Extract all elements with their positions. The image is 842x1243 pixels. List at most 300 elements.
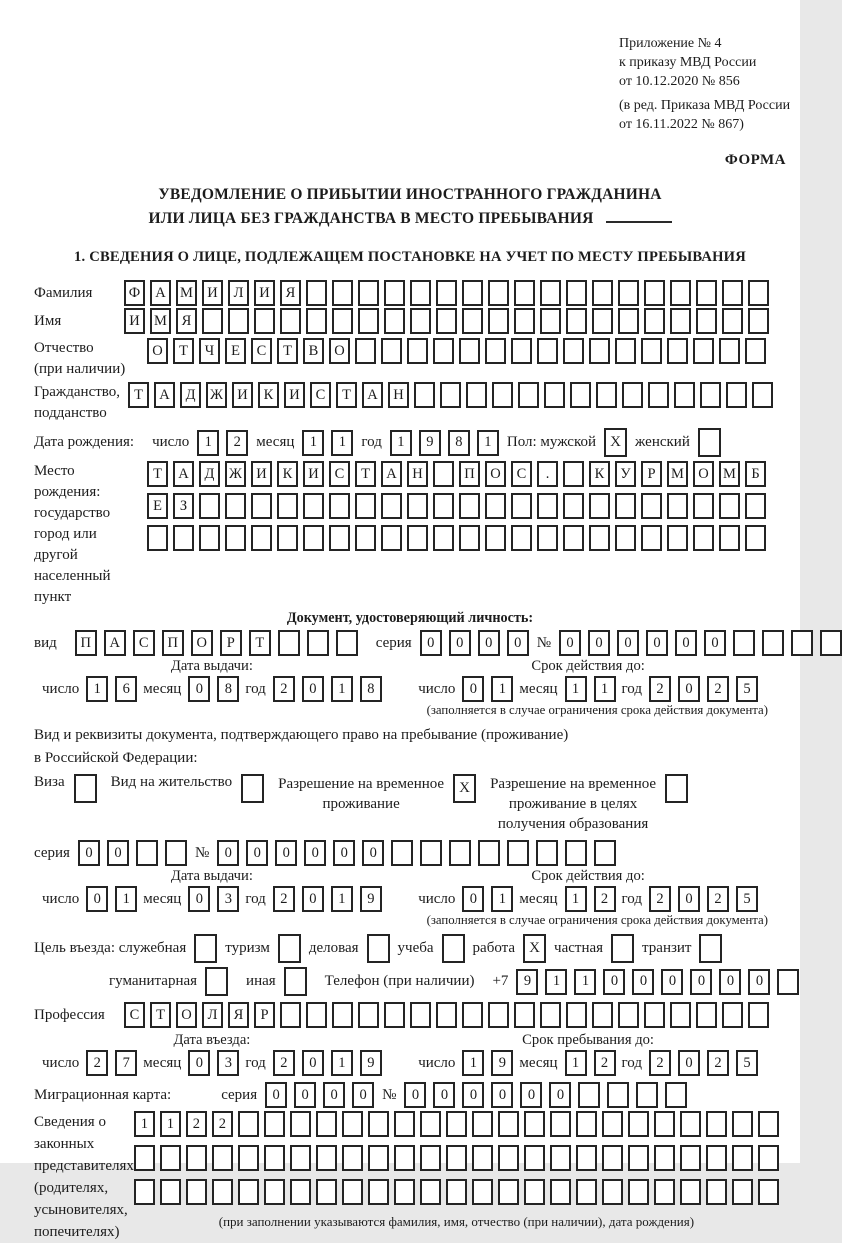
char-box[interactable] xyxy=(674,382,695,408)
char-box[interactable] xyxy=(615,493,636,519)
char-box[interactable]: 1 xyxy=(160,1111,181,1137)
char-box[interactable]: 1 xyxy=(565,676,587,702)
char-box[interactable] xyxy=(446,1145,467,1171)
char-box[interactable]: П xyxy=(162,630,184,656)
char-box[interactable] xyxy=(726,382,747,408)
char-box[interactable] xyxy=(550,1179,571,1205)
char-box[interactable] xyxy=(511,525,532,551)
char-box[interactable] xyxy=(511,338,532,364)
char-box[interactable] xyxy=(592,308,613,334)
char-box[interactable] xyxy=(524,1179,545,1205)
char-box[interactable]: 1 xyxy=(115,886,137,912)
char-box[interactable]: 0 xyxy=(748,969,770,995)
char-box[interactable] xyxy=(758,1145,779,1171)
char-box[interactable] xyxy=(700,382,721,408)
char-box[interactable]: Я xyxy=(176,308,197,334)
char-box[interactable] xyxy=(670,280,691,306)
char-box[interactable]: 0 xyxy=(678,676,700,702)
checkbox[interactable] xyxy=(611,934,634,963)
char-box[interactable]: 2 xyxy=(594,886,616,912)
char-box[interactable] xyxy=(342,1145,363,1171)
char-box[interactable]: 1 xyxy=(565,1050,587,1076)
char-box[interactable]: С xyxy=(310,382,331,408)
char-box[interactable]: Я xyxy=(280,280,301,306)
char-box[interactable]: К xyxy=(589,461,610,487)
char-box[interactable]: 8 xyxy=(217,676,239,702)
char-box[interactable]: 2 xyxy=(226,430,248,456)
char-box[interactable]: А xyxy=(173,461,194,487)
char-box[interactable]: Р xyxy=(220,630,242,656)
char-box[interactable] xyxy=(488,280,509,306)
char-box[interactable]: И xyxy=(232,382,253,408)
char-box[interactable] xyxy=(306,1002,327,1028)
char-box[interactable]: 0 xyxy=(704,630,726,656)
char-box[interactable] xyxy=(136,840,158,866)
char-box[interactable] xyxy=(485,493,506,519)
char-box[interactable] xyxy=(134,1145,155,1171)
char-box[interactable] xyxy=(752,382,773,408)
char-box[interactable] xyxy=(225,493,246,519)
char-box[interactable] xyxy=(563,461,584,487)
char-box[interactable]: К xyxy=(258,382,279,408)
char-box[interactable] xyxy=(514,308,535,334)
char-box[interactable] xyxy=(329,525,350,551)
char-box[interactable] xyxy=(342,1111,363,1137)
char-box[interactable]: Т xyxy=(173,338,194,364)
char-box[interactable] xyxy=(160,1145,181,1171)
char-box[interactable]: 9 xyxy=(419,430,441,456)
char-box[interactable] xyxy=(459,338,480,364)
char-box[interactable] xyxy=(536,840,558,866)
char-box[interactable] xyxy=(596,382,617,408)
char-box[interactable] xyxy=(732,1111,753,1137)
char-box[interactable]: 0 xyxy=(478,630,500,656)
char-box[interactable] xyxy=(722,1002,743,1028)
char-box[interactable]: Р xyxy=(641,461,662,487)
char-box[interactable]: 0 xyxy=(352,1082,374,1108)
char-box[interactable]: С xyxy=(133,630,155,656)
char-box[interactable]: М xyxy=(719,461,740,487)
char-box[interactable] xyxy=(498,1145,519,1171)
char-box[interactable]: Ф xyxy=(124,280,145,306)
char-box[interactable] xyxy=(654,1111,675,1137)
char-box[interactable] xyxy=(381,338,402,364)
char-box[interactable] xyxy=(466,382,487,408)
char-box[interactable]: Л xyxy=(228,280,249,306)
char-box[interactable] xyxy=(706,1179,727,1205)
char-box[interactable] xyxy=(433,493,454,519)
char-box[interactable]: 0 xyxy=(302,676,324,702)
char-box[interactable]: 0 xyxy=(661,969,683,995)
char-box[interactable] xyxy=(488,1002,509,1028)
char-box[interactable] xyxy=(628,1111,649,1137)
char-box[interactable] xyxy=(358,308,379,334)
char-box[interactable] xyxy=(589,493,610,519)
char-box[interactable] xyxy=(303,525,324,551)
char-box[interactable]: 0 xyxy=(302,1050,324,1076)
char-box[interactable]: Ж xyxy=(206,382,227,408)
char-box[interactable]: 0 xyxy=(86,886,108,912)
char-box[interactable]: Д xyxy=(180,382,201,408)
char-box[interactable] xyxy=(410,280,431,306)
char-box[interactable]: И xyxy=(251,461,272,487)
char-box[interactable] xyxy=(225,525,246,551)
char-box[interactable] xyxy=(641,525,662,551)
char-box[interactable] xyxy=(566,1002,587,1028)
char-box[interactable]: Т xyxy=(249,630,271,656)
char-box[interactable]: 2 xyxy=(707,1050,729,1076)
char-box[interactable] xyxy=(228,308,249,334)
char-box[interactable]: 1 xyxy=(565,886,587,912)
char-box[interactable]: 2 xyxy=(273,1050,295,1076)
char-box[interactable] xyxy=(307,630,329,656)
char-box[interactable]: А xyxy=(362,382,383,408)
char-box[interactable]: 1 xyxy=(477,430,499,456)
char-box[interactable] xyxy=(238,1179,259,1205)
char-box[interactable] xyxy=(358,1002,379,1028)
char-box[interactable]: 2 xyxy=(212,1111,233,1137)
char-box[interactable]: 0 xyxy=(559,630,581,656)
char-box[interactable]: 2 xyxy=(649,676,671,702)
checkbox[interactable] xyxy=(367,934,390,963)
char-box[interactable]: 0 xyxy=(588,630,610,656)
char-box[interactable]: 9 xyxy=(360,1050,382,1076)
char-box[interactable]: О xyxy=(693,461,714,487)
char-box[interactable] xyxy=(238,1145,259,1171)
char-box[interactable]: 0 xyxy=(302,886,324,912)
char-box[interactable] xyxy=(540,1002,561,1028)
char-box[interactable] xyxy=(414,382,435,408)
char-box[interactable]: Л xyxy=(202,1002,223,1028)
char-box[interactable]: З xyxy=(173,493,194,519)
char-box[interactable]: В xyxy=(303,338,324,364)
char-box[interactable] xyxy=(384,1002,405,1028)
char-box[interactable]: 1 xyxy=(134,1111,155,1137)
char-box[interactable] xyxy=(277,525,298,551)
char-box[interactable] xyxy=(410,308,431,334)
char-box[interactable]: 1 xyxy=(594,676,616,702)
char-box[interactable]: 5 xyxy=(736,1050,758,1076)
char-box[interactable]: М xyxy=(150,308,171,334)
char-box[interactable] xyxy=(264,1145,285,1171)
char-box[interactable] xyxy=(758,1179,779,1205)
char-box[interactable]: Б xyxy=(745,461,766,487)
char-box[interactable] xyxy=(202,308,223,334)
char-box[interactable] xyxy=(622,382,643,408)
char-box[interactable]: 0 xyxy=(107,840,129,866)
char-box[interactable]: А xyxy=(104,630,126,656)
char-box[interactable]: 1 xyxy=(331,676,353,702)
char-box[interactable]: 2 xyxy=(186,1111,207,1137)
char-box[interactable]: 0 xyxy=(462,886,484,912)
char-box[interactable]: 0 xyxy=(420,630,442,656)
char-box[interactable] xyxy=(492,382,513,408)
char-box[interactable] xyxy=(264,1179,285,1205)
char-box[interactable] xyxy=(745,493,766,519)
char-box[interactable] xyxy=(762,630,784,656)
char-box[interactable] xyxy=(644,1002,665,1028)
char-box[interactable]: И xyxy=(284,382,305,408)
char-box[interactable] xyxy=(576,1111,597,1137)
checkbox[interactable] xyxy=(278,934,301,963)
char-box[interactable]: М xyxy=(176,280,197,306)
char-box[interactable] xyxy=(160,1179,181,1205)
char-box[interactable]: 2 xyxy=(649,1050,671,1076)
char-box[interactable]: 0 xyxy=(304,840,326,866)
char-box[interactable]: 1 xyxy=(86,676,108,702)
checkbox[interactable] xyxy=(205,967,228,996)
char-box[interactable] xyxy=(524,1111,545,1137)
char-box[interactable] xyxy=(654,1145,675,1171)
char-box[interactable]: О xyxy=(485,461,506,487)
char-box[interactable]: 0 xyxy=(678,1050,700,1076)
char-box[interactable] xyxy=(407,493,428,519)
char-box[interactable]: Т xyxy=(128,382,149,408)
char-box[interactable]: 1 xyxy=(491,676,513,702)
char-box[interactable]: 5 xyxy=(736,676,758,702)
char-box[interactable] xyxy=(368,1111,389,1137)
char-box[interactable]: О xyxy=(176,1002,197,1028)
char-box[interactable] xyxy=(433,338,454,364)
char-box[interactable]: 0 xyxy=(188,1050,210,1076)
char-box[interactable] xyxy=(745,338,766,364)
char-box[interactable] xyxy=(618,280,639,306)
char-box[interactable] xyxy=(537,525,558,551)
char-box[interactable]: К xyxy=(277,461,298,487)
char-box[interactable] xyxy=(706,1145,727,1171)
char-box[interactable] xyxy=(820,630,842,656)
char-box[interactable] xyxy=(592,280,613,306)
char-box[interactable]: 0 xyxy=(449,630,471,656)
char-box[interactable] xyxy=(628,1179,649,1205)
char-box[interactable]: 3 xyxy=(217,1050,239,1076)
char-box[interactable]: Т xyxy=(150,1002,171,1028)
char-box[interactable]: 2 xyxy=(707,676,729,702)
char-box[interactable] xyxy=(615,525,636,551)
char-box[interactable] xyxy=(410,1002,431,1028)
char-box[interactable] xyxy=(384,308,405,334)
checkbox[interactable]: X xyxy=(604,428,627,457)
char-box[interactable] xyxy=(355,525,376,551)
char-box[interactable] xyxy=(472,1111,493,1137)
char-box[interactable]: 0 xyxy=(719,969,741,995)
char-box[interactable] xyxy=(566,308,587,334)
char-box[interactable] xyxy=(368,1145,389,1171)
char-box[interactable] xyxy=(748,280,769,306)
char-box[interactable] xyxy=(332,1002,353,1028)
char-box[interactable] xyxy=(693,493,714,519)
char-box[interactable] xyxy=(589,338,610,364)
char-box[interactable]: 1 xyxy=(390,430,412,456)
char-box[interactable] xyxy=(507,840,529,866)
char-box[interactable] xyxy=(485,525,506,551)
char-box[interactable] xyxy=(436,308,457,334)
char-box[interactable]: 0 xyxy=(491,1082,513,1108)
checkbox[interactable] xyxy=(665,774,688,803)
char-box[interactable] xyxy=(602,1179,623,1205)
char-box[interactable] xyxy=(696,308,717,334)
char-box[interactable]: . xyxy=(537,461,558,487)
char-box[interactable] xyxy=(576,1145,597,1171)
char-box[interactable] xyxy=(485,338,506,364)
char-box[interactable] xyxy=(667,493,688,519)
char-box[interactable] xyxy=(696,1002,717,1028)
char-box[interactable]: П xyxy=(459,461,480,487)
char-box[interactable]: С xyxy=(329,461,350,487)
char-box[interactable]: 0 xyxy=(603,969,625,995)
char-box[interactable] xyxy=(693,525,714,551)
char-box[interactable] xyxy=(777,969,799,995)
char-box[interactable] xyxy=(358,280,379,306)
char-box[interactable] xyxy=(407,525,428,551)
char-box[interactable] xyxy=(732,1145,753,1171)
char-box[interactable] xyxy=(589,525,610,551)
char-box[interactable] xyxy=(563,525,584,551)
char-box[interactable] xyxy=(306,280,327,306)
char-box[interactable] xyxy=(607,1082,629,1108)
char-box[interactable] xyxy=(251,493,272,519)
char-box[interactable] xyxy=(165,840,187,866)
char-box[interactable] xyxy=(628,1145,649,1171)
char-box[interactable] xyxy=(394,1179,415,1205)
char-box[interactable] xyxy=(212,1145,233,1171)
char-box[interactable] xyxy=(578,1082,600,1108)
char-box[interactable]: Д xyxy=(199,461,220,487)
char-box[interactable]: 0 xyxy=(217,840,239,866)
char-box[interactable] xyxy=(329,493,350,519)
char-box[interactable]: С xyxy=(511,461,532,487)
char-box[interactable] xyxy=(394,1145,415,1171)
char-box[interactable] xyxy=(446,1111,467,1137)
char-box[interactable]: Р xyxy=(254,1002,275,1028)
char-box[interactable] xyxy=(436,1002,457,1028)
checkbox[interactable] xyxy=(698,428,721,457)
char-box[interactable] xyxy=(537,338,558,364)
char-box[interactable]: 0 xyxy=(188,676,210,702)
char-box[interactable] xyxy=(186,1179,207,1205)
char-box[interactable]: И xyxy=(303,461,324,487)
char-box[interactable] xyxy=(462,280,483,306)
char-box[interactable] xyxy=(602,1145,623,1171)
char-box[interactable] xyxy=(641,493,662,519)
char-box[interactable] xyxy=(540,308,561,334)
char-box[interactable] xyxy=(696,280,717,306)
char-box[interactable] xyxy=(355,493,376,519)
char-box[interactable]: О xyxy=(191,630,213,656)
char-box[interactable] xyxy=(594,840,616,866)
char-box[interactable]: Ч xyxy=(199,338,220,364)
char-box[interactable]: 2 xyxy=(86,1050,108,1076)
char-box[interactable] xyxy=(563,493,584,519)
char-box[interactable] xyxy=(420,1179,441,1205)
char-box[interactable] xyxy=(316,1145,337,1171)
char-box[interactable] xyxy=(670,1002,691,1028)
char-box[interactable] xyxy=(550,1145,571,1171)
char-box[interactable] xyxy=(618,1002,639,1028)
char-box[interactable] xyxy=(277,493,298,519)
char-box[interactable] xyxy=(433,525,454,551)
char-box[interactable]: 2 xyxy=(273,676,295,702)
char-box[interactable]: 0 xyxy=(333,840,355,866)
char-box[interactable] xyxy=(706,1111,727,1137)
char-box[interactable] xyxy=(462,1002,483,1028)
char-box[interactable] xyxy=(511,493,532,519)
char-box[interactable]: 1 xyxy=(462,1050,484,1076)
char-box[interactable] xyxy=(602,1111,623,1137)
char-box[interactable] xyxy=(514,1002,535,1028)
char-box[interactable] xyxy=(618,308,639,334)
char-box[interactable] xyxy=(420,840,442,866)
char-box[interactable] xyxy=(791,630,813,656)
char-box[interactable] xyxy=(722,280,743,306)
char-box[interactable]: М xyxy=(667,461,688,487)
checkbox[interactable] xyxy=(194,934,217,963)
char-box[interactable] xyxy=(518,382,539,408)
char-box[interactable]: 0 xyxy=(549,1082,571,1108)
checkbox[interactable]: X xyxy=(453,774,476,803)
char-box[interactable] xyxy=(147,525,168,551)
char-box[interactable] xyxy=(280,308,301,334)
char-box[interactable]: И xyxy=(202,280,223,306)
char-box[interactable] xyxy=(336,630,358,656)
char-box[interactable] xyxy=(648,382,669,408)
char-box[interactable] xyxy=(440,382,461,408)
char-box[interactable]: Т xyxy=(147,461,168,487)
char-box[interactable] xyxy=(459,525,480,551)
char-box[interactable] xyxy=(667,525,688,551)
char-box[interactable] xyxy=(665,1082,687,1108)
char-box[interactable]: 0 xyxy=(617,630,639,656)
char-box[interactable] xyxy=(459,493,480,519)
char-box[interactable]: 0 xyxy=(507,630,529,656)
char-box[interactable]: Е xyxy=(147,493,168,519)
char-box[interactable]: 0 xyxy=(646,630,668,656)
char-box[interactable]: 0 xyxy=(294,1082,316,1108)
char-box[interactable] xyxy=(212,1179,233,1205)
char-box[interactable] xyxy=(186,1145,207,1171)
checkbox[interactable] xyxy=(74,774,97,803)
char-box[interactable] xyxy=(670,308,691,334)
char-box[interactable]: 0 xyxy=(188,886,210,912)
char-box[interactable]: 0 xyxy=(362,840,384,866)
char-box[interactable] xyxy=(290,1179,311,1205)
char-box[interactable] xyxy=(199,525,220,551)
char-box[interactable]: Т xyxy=(336,382,357,408)
char-box[interactable]: 0 xyxy=(462,1082,484,1108)
char-box[interactable] xyxy=(478,840,500,866)
char-box[interactable] xyxy=(667,338,688,364)
char-box[interactable]: 8 xyxy=(448,430,470,456)
checkbox[interactable]: X xyxy=(523,934,546,963)
char-box[interactable] xyxy=(278,630,300,656)
char-box[interactable] xyxy=(355,338,376,364)
char-box[interactable]: А xyxy=(150,280,171,306)
char-box[interactable]: 0 xyxy=(632,969,654,995)
char-box[interactable]: 2 xyxy=(649,886,671,912)
char-box[interactable]: 9 xyxy=(516,969,538,995)
char-box[interactable]: 0 xyxy=(520,1082,542,1108)
char-box[interactable]: 8 xyxy=(360,676,382,702)
char-box[interactable] xyxy=(391,840,413,866)
char-box[interactable]: Т xyxy=(355,461,376,487)
char-box[interactable]: И xyxy=(254,280,275,306)
char-box[interactable] xyxy=(199,493,220,519)
char-box[interactable] xyxy=(641,338,662,364)
char-box[interactable]: 0 xyxy=(690,969,712,995)
char-box[interactable] xyxy=(381,525,402,551)
char-box[interactable]: 7 xyxy=(115,1050,137,1076)
char-box[interactable] xyxy=(134,1179,155,1205)
